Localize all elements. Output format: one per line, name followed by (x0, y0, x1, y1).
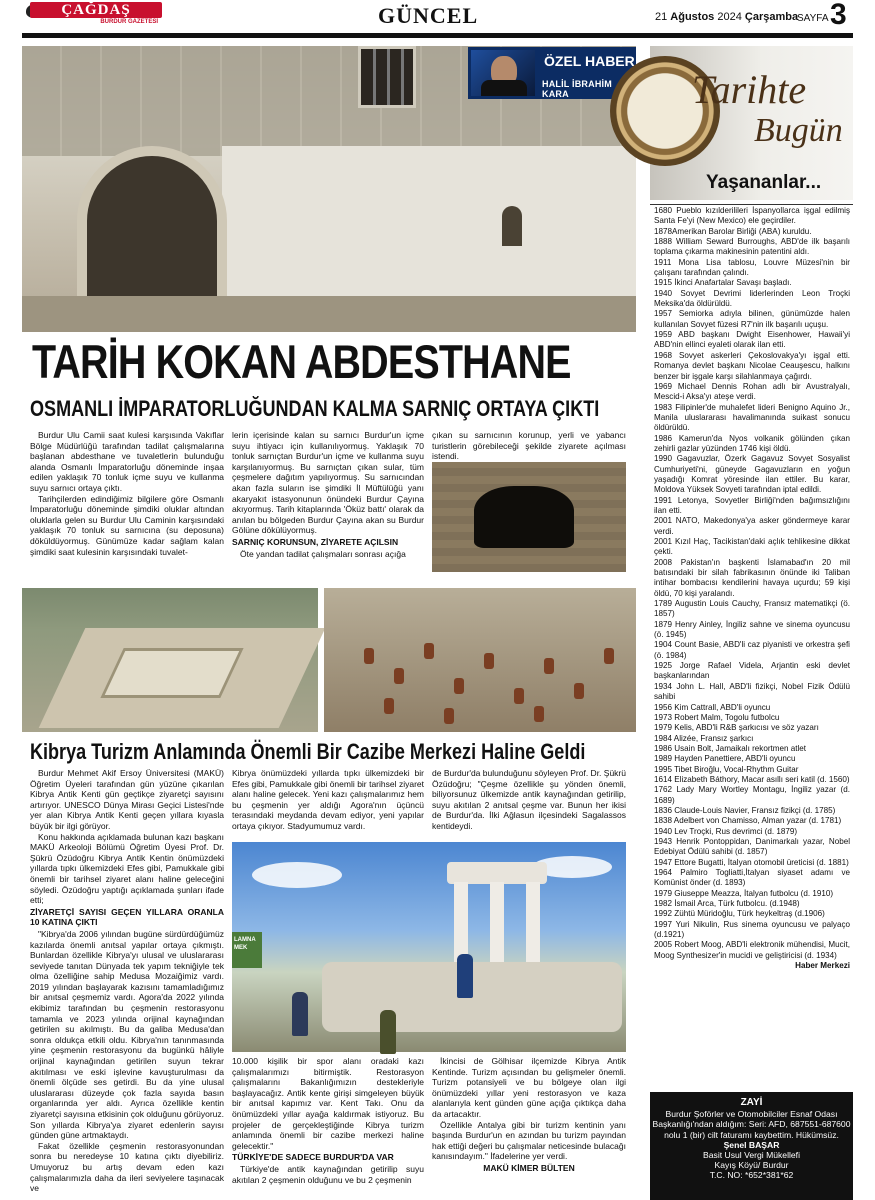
history-event: 1947 Ettore Bugatti, İtalyan otomobil üreticisi (d. 1881) (654, 857, 849, 867)
issue-date: 21 Ağustos 2024 Çarşamba (655, 11, 799, 23)
paragraph: Burdur Ulu Camii saat kulesi karşısında Vakıflar Bölge Müdürlüğü tarafından tadilat çalışmalarına başlanan abdesthane ve tuvaletlerin bulunduğu alanda Osmanlı İmparatorluğu döneminde inşaa edilen yaklaşık 70 tonluk içme suyu ve kullanma suyu sarnıcı ortaya çıktı. (30, 430, 224, 493)
history-event: 1979 Giuseppe Meazza, İtalyan futbolcu (d. 1910) (654, 888, 834, 898)
paragraph: Tarihçilerden edindiğimiz bilgilere göre Osmanlı İmparatorluğu döneminde şimdiki oluklar altından oluklarla gelen su Burdur Ulu Caminin karşısındaki yaklaşık 70 tonluk su sarnıcına (su deposuna) döküldüyormuş. Günümüze kadar sağlam kalan şimdiki saat kulesinin karşısındaki tuvalet- (30, 493, 224, 557)
history-event: 1838 Adelbert von Chamisso, Alman yazar (d. 1781) (654, 816, 842, 826)
page-label: SAYFA (797, 13, 829, 24)
fountain-column (490, 882, 504, 962)
history-event: 1957 Semiorka adıyla bilinen, günümüzde halen kullanılan Sovyet füzesi R7'nin ilk başarılı uçuşu. (654, 309, 850, 329)
paragraph: Fakat özellikle çeşmenin restorasyonundan sonra bu neredeyse 10 katına çıktı diyebiliriz. Umuyoruz bu artış devam eden kazı çalışmalarımızla daha da ileri seviyelere taşınacak ve (30, 1140, 224, 1194)
story2-column-1 (30, 768, 224, 1194)
paragraph: "Kibrya'da 2006 yılından bugüne sürdürdüğümüz kazılarda önemli anıtsal yapılar ortaya çıkmıştı. Bunlardan özellikle Kibrya'yı ulusal ve uluslararası seviyede tanıtan Dünyada tek yapım tekniğiyle tek olma özelliğine sahip Medusa Mozaiğimiz vardı. 2019 yılından başlayarak kazısını tamamladığımız bir anıtsal çeşmemiz vardı. Agora'da 2022 yılında ekibimiz tarafından bu çeşmenin restorasyonu tamamla ve 2023 yılında orijinal kaynağından getirilen su akılmıştı. Bu da galiba Medusa'dan sonra oldukça etkili oldu. Kibrya'nın tanınmasında yine çeşmenin restorasyonu da bugünkü hâliyle orijinal kaynağından getirilen suyun tekrar akıtılması ve eski işlevine kavuşturulması da önemli ölçüde ses getirdi. Bu da yine ulusal uluslararası düzeyde çok fazla sayıda basın organlarında yer aldı. Ayrıca özellikle kentin ziyaretçi sayısına etkisinin çok olduğunu görüyoruz. Son yıllarda Kibrya'ya ziyaret edenlerin sayısı günden güne artmaktaydı. (30, 928, 224, 1141)
story2-subheading: ZİYARETÇİ SAYISI GEÇEN YILLARA ORANLA 10 KATINA ÇIKTI (30, 906, 224, 928)
visitor (380, 1010, 396, 1054)
lost-notice-title: ZAYİ (740, 1097, 763, 1108)
story2-column-2-bottom (232, 1056, 424, 1190)
history-event: 1997 Yuri Nikulin, Rus sinema oyuncusu ve palyaço (d.1921) (654, 919, 850, 940)
story1-column-2 (232, 430, 424, 560)
history-event: 1982 İsmail Arca, Türk futbolcu. (d.1948) (654, 899, 800, 909)
history-event: 1995 Tibet Biroğlu, Vocal-Rhythm Guitar (654, 764, 799, 774)
history-event: 1911 Mona Lisa tablosu, Louvre Müzesi'nin bir çalışanı tarafından çalındı. (654, 257, 850, 278)
visitor (457, 954, 473, 998)
story2-credit: MAKÜ KİMER BÜLTEN (483, 1162, 575, 1173)
history-events-list (654, 206, 850, 971)
history-event: 1986 Usain Bolt, Jamaikalı rekortmen atlet (654, 743, 807, 753)
history-event: 2005 Robert Moog, ABD'li elektronik mühendisi, Mucit, Moog Synthesizer'in mucidi ve geliştiricisi (d. 1934) (654, 940, 850, 960)
barred-window (358, 46, 416, 108)
story2-column-3-top (432, 768, 626, 840)
info-sign: LAMNA MEK (232, 932, 262, 968)
history-event: 1979 Kelis, ABD'li R&B şarkıcısı ve söz yazarı (654, 723, 819, 733)
history-event: 1973 Robert Malm, Togolu futbolcu (654, 712, 780, 722)
logo-subtitle: BURDUR GAZETESİ (58, 18, 158, 26)
fountain-column (454, 882, 468, 962)
history-event: 1762 Lady Mary Wortley Montagu, İngiliz yazar (d. 1689) (654, 785, 850, 805)
story2-column-2-top (232, 768, 424, 840)
paragraph: Kibrya önümüzdeki yıllarda tıpkı ülkemizdeki bir Efes gibi, Pamukkale gibi önemli bir tarihsel ziyaret alanı haline gelecek. Yeni kazı çalışmalarımız hem bu çeşmenin yer aldığı Agora'nın üçüncü terasındaki meydanda devam ediyor, yeni yapılar ortaya çıkıyor. Stadyumumuz vardı. (232, 768, 424, 831)
story1-subhead: OSMANLI İMPARATORLUĞUNDAN KALMA SARNIÇ ORTAYA ÇIKTI (30, 396, 600, 421)
divider (650, 204, 853, 205)
story2-subheading-2: TÜRKİYE'DE SADECE BURDUR'DA VAR (232, 1152, 394, 1163)
fountain-canopy (447, 862, 547, 884)
paragraph: Öte yandan tadilat çalışmaları sonrası açığa (240, 548, 406, 559)
history-event: 2008 Pakistan'ın başkenti İslamabad'ın 20 mil batısındaki bir silah fabrikasının önünde iki Taliban intihar bombacısı kendilerini havaya uçurdu; 59 kişi öldü, 70 kişi yaralandı. (654, 557, 850, 598)
history-event: 1990 Gagavuzlar, Özerk Gagavuz Sovyet Sosyalist Cumhuriyeti'ni, güneyde Gagavuzların en yoğun yaşadığı Komrat yöresinde ilan ettiler. Bu karar, Moldova Yüksek Sovyeti tarafından iptal edildi. (654, 454, 850, 495)
lost-notice-place: Kayış Köyü/ Burdur (714, 1160, 789, 1171)
history-event: 1915 İkinci Anafartalar Savaşı başladı. (654, 278, 792, 288)
tarihte-title: Tarihte (692, 67, 807, 112)
special-report-title: ÖZEL HABER (544, 53, 635, 69)
reporter-photo (471, 50, 535, 96)
history-event: 2001 NATO, Makedonya'ya asker göndermeye karar verdi. (654, 516, 850, 536)
newspaper-logo[interactable] (30, 2, 162, 28)
history-event: 1959 ABD başkanı Dwight Eisenhower, Hawaii'yi ABD'nin ellinci eyaleti olarak ilan etti. (654, 330, 850, 350)
history-credit: Haber Merkezi (795, 961, 850, 971)
paragraph: 10.000 kişilik bir spor alanı oradaki kazı çalışmalarımızı bitirmiştik. Restorasyon çalışmalarını Bakanlığımızın destekleriyle başlayacağız. Antik kente girişi simgeleyen büyük bir anıtsal kapımız var. Kent Takı. Onu da önümüzdeki yıllar ayağa kaldırmak istiyoruz. Bu projeler de gerçekleştiğinde Kibrya turizm anlamında önemli bir cazibe merkezi haline gelecektir." (232, 1056, 424, 1151)
bugun-title: Bugün (754, 112, 843, 149)
history-event: 1925 Jorge Rafael Videla, Arjantin eski devlet başkanlarından (654, 661, 850, 681)
history-event: 1878Amerikan Barolar Birliği (ABA) kuruldu. (654, 226, 812, 236)
history-event: 1992 Zühtü Müridoğlu, Türk heykeltraş (d.1906) (654, 909, 825, 919)
paragraph: çıkan su sarnıcının korunup, yerli ve yabancı turistlerin görebileceği şekilde ziyarete açılması istendi. (432, 430, 626, 462)
header-rule (22, 33, 853, 38)
story1-headline[interactable]: TARİH KOKAN ABDESTHANE (32, 335, 571, 388)
story1-column-1 (30, 430, 224, 560)
section-title: GÜNCEL (378, 3, 479, 28)
history-event: 1836 Claude-Louis Navier, Fransız fizikçi (d. 1785) (654, 805, 836, 815)
history-event: 1986 Kamerun'da Nyos volkanik gölünden çıkan zehirli gazlar yüzünden 1746 kişi öldü. (654, 433, 850, 453)
cloud (252, 862, 342, 888)
history-event: 2001 Kızıl Haç, Tacikistan'daki açlık tehlikesine dikkat çekti. (654, 537, 850, 557)
history-event: 1879 Henry Ainley, İngiliz sahne ve sinema oyuncusu (ö. 1945) (654, 619, 850, 640)
history-event: 1940 Sovyet Devrimi liderlerinden Leon Troçki Meksika'da öldürüldü. (654, 288, 850, 309)
kibrya-aerial-photo[interactable] (22, 588, 318, 732)
story2-headline[interactable]: Kibrya Turizm Anlamında Önemli Bir Cazibe Merkezi Haline Geldi (30, 739, 586, 764)
history-event: 1984 Alizée, Fransız şarkıcı (654, 733, 754, 743)
story1-subheading: SARNIÇ KORUNSUN, ZİYARETE AÇILSIN (232, 536, 399, 547)
paragraph: Konu hakkında açıklamada bulunan kazı başkanı MAKÜ Arkeoloji Bölümü Öğretim Üyesi Prof. Dr. Şükrü Özüdoğru Kibrya Antik Kentin önümüzdeki yıllarda tıpkı ülkemizdeki Efes gibi, Pamukkale gibi önemli bir tarihsel ziyaret alanı haline geleceğini söyledi. Özüdoğru yaptığı açıklamada şunları ifade etti; (30, 831, 224, 906)
page-number: 3 (830, 0, 847, 31)
lost-notice-text: Burdur Şoförler ve Otomobilciler Esnaf Odası Başkanlığı'ndan aldığım: Seri: AFD, 687551-687600 nolu 1 (bir) cilt faturamı kaybettim. Hükümsüz. (652, 1109, 851, 1140)
history-event: 1983 Filipinler'de muhalefet lideri Benigno Aquino Jr., Manila uluslararası havalimanında suikast sonucu öldürüldü. (654, 402, 850, 433)
logo-text: ÇAĞDAŞ (30, 2, 162, 18)
special-report-badge (468, 47, 636, 99)
paragraph: İkincisi de Gölhisar ilçemizde Kibrya Antik Kentinde. Turizm açısından bu gelişmeler önemli. Turizm potansiyeli ve bu bölgeye olan ilgi önümüzdeki yıllar yeni restorasyon ve kaza alanlarıyla kent günden güne açığa çıktıkça daha da artacaktır. (432, 1056, 626, 1119)
cistern-opening (474, 486, 574, 548)
history-event: 1614 Elizabeth Báthory, Macar asıllı seri katil (d. 1560) (654, 774, 850, 784)
history-event: 1934 John L. Hall, ABD'li fizikçi, Nobel Fizik Ödülü sahibi (654, 681, 850, 702)
small-niche (502, 206, 522, 246)
lost-notice-name: Şenel BAŞAR (723, 1139, 780, 1150)
history-event: 1969 Michael Dennis Rohan adlı bir Avustralyalı, Mescid-i Aksa'yı ateşe verdi. (654, 381, 850, 402)
fountain-column (526, 882, 540, 962)
paragraph: Özellikle Antalya gibi bir turizm kentinin yanı başında Burdur'un en azından bu turizm payından hak ettiği değeri bu çalışmalar neticesinde bulacağı kanısındayım." İfadelerine yer verdi. (432, 1119, 626, 1162)
history-event: 1940 Lev Troçki, Rus devrimci (d. 1879) (654, 826, 798, 836)
lost-notice-office: Basit Usul Vergi Mükellefi (703, 1150, 800, 1161)
reporter-name: HALİL İBRAHİM KARA (542, 79, 612, 99)
story2-column-3-bottom (432, 1056, 626, 1190)
tarihte-bugun-banner (650, 46, 853, 200)
visitor (292, 992, 308, 1036)
history-event: 1991 Letonya, Sovyetler Birliği'nden bağımsızlığını ilan etti. (654, 495, 850, 515)
lost-notice-tc: T.C. NO: *652*381*62 (709, 1170, 794, 1181)
history-event: 1943 Henrik Pontoppidan, Danimarkalı yazar, Nobel Edebiyat Ödülü sahibi (d. 1857) (654, 836, 850, 857)
story1-column-3 (432, 430, 626, 460)
history-event: 1888 William Seward Burroughs, ABD'de ilk başarılı toplama çıkarma makinesinin patentini aldı. (654, 237, 850, 257)
paragraph: de Burdur'da bulunduğunu söyleyen Prof. Dr. Şükrü Özüdoğru; "Çeşme özellikle şu yönden önemli, biliyorsunuz ülkemizde antik kaynağından getirilip, suyu akıtılan 2 anıtsal çeşme var. Bunun her ikisi de Burdur'da. İlki Ağlasun ilçesindeki Sagalassos kentideydi. (432, 768, 626, 831)
history-event: 1904 Count Basie, ABD'li caz piyanisti ve orkestra şefi (ö. 1984) (654, 640, 850, 660)
history-event: 1964 Palmiro Togliatti,İtalyan siyaset adamı ve Komünist önder (d. 1893) (654, 868, 850, 888)
history-event: 1956 Kim Cattrall, ABD'li oyuncu (654, 702, 771, 712)
lost-notice (650, 1092, 853, 1200)
cistern-photo[interactable] (432, 462, 626, 572)
history-event: 1968 Sovyet askerleri Çekoslovakya'yı işgal etti. Romanya devlet başkanı Nicolae Ceauşescu, halkını benzer bir işgale karşı silahlanmaya çağırdı. (654, 350, 850, 381)
fountain-photo[interactable] (232, 842, 626, 1052)
kibrya-ruins-photo[interactable] (324, 588, 636, 732)
paragraph: Burdur Mehmet Akif Ersoy Üniversitesi (MAKÜ) Öğretim Üyeleri tarafından gün yüzüne çıkarılan Kibrya Antik Kenti gün geçtikçe ziyaretçi sayısını artırıyor. UNESCO Dünya Mirası Geçici Listesi'nde yer alan Kibrya Antik Kenti geçen yıllara kıyasla büyük bir ilgi görüyor. (30, 768, 224, 831)
ground (22, 296, 636, 332)
paragraph: lerin içerisinde kalan su sarnıcı Burdur'un içme suyu ihtiyacı için kullanılıyormuş. Yaklaşık 70 tonluk sarnıçtan Burdur'un içme ve kullanma suyu karşılanıyormuş. Bu sarnıçtan çıkan sular, tüm çeşmelere dağıtım yapılıyormuş. Su sarnıcından akan fazla suların ise şimdiki İl Müftülüğü yanı akaryakıt istasyonunun önündeki Burdur Çayına akıyormuş. Tarih kitaplarında 'Öküz battı' olarak da anılan bu bölgeden Burdur Çayına akan su Burdur Gölüne dökülüyormuş. (232, 430, 424, 536)
paragraph: Türkiye'de antik kaynağından getirilip suyu akıtılan 2 çeşmenin olduğunu ve bu 2 çeşmenin (232, 1163, 424, 1185)
history-event: 1680 Pueblo kızılderilileri İspanyollarca işgal edilmiş Santa Fe'yi (New Mexico) ele geçirdiler. (654, 206, 850, 226)
history-event: 1789 Augustin Louis Cauchy, Fransız matematikçi (ö. 1857) (654, 599, 850, 619)
yasananlar-title: Yaşananlar... (706, 172, 822, 193)
ruins-structure (100, 648, 243, 698)
history-event: 1989 Hayden Panettiere, ABD'li oyuncu (654, 754, 796, 764)
